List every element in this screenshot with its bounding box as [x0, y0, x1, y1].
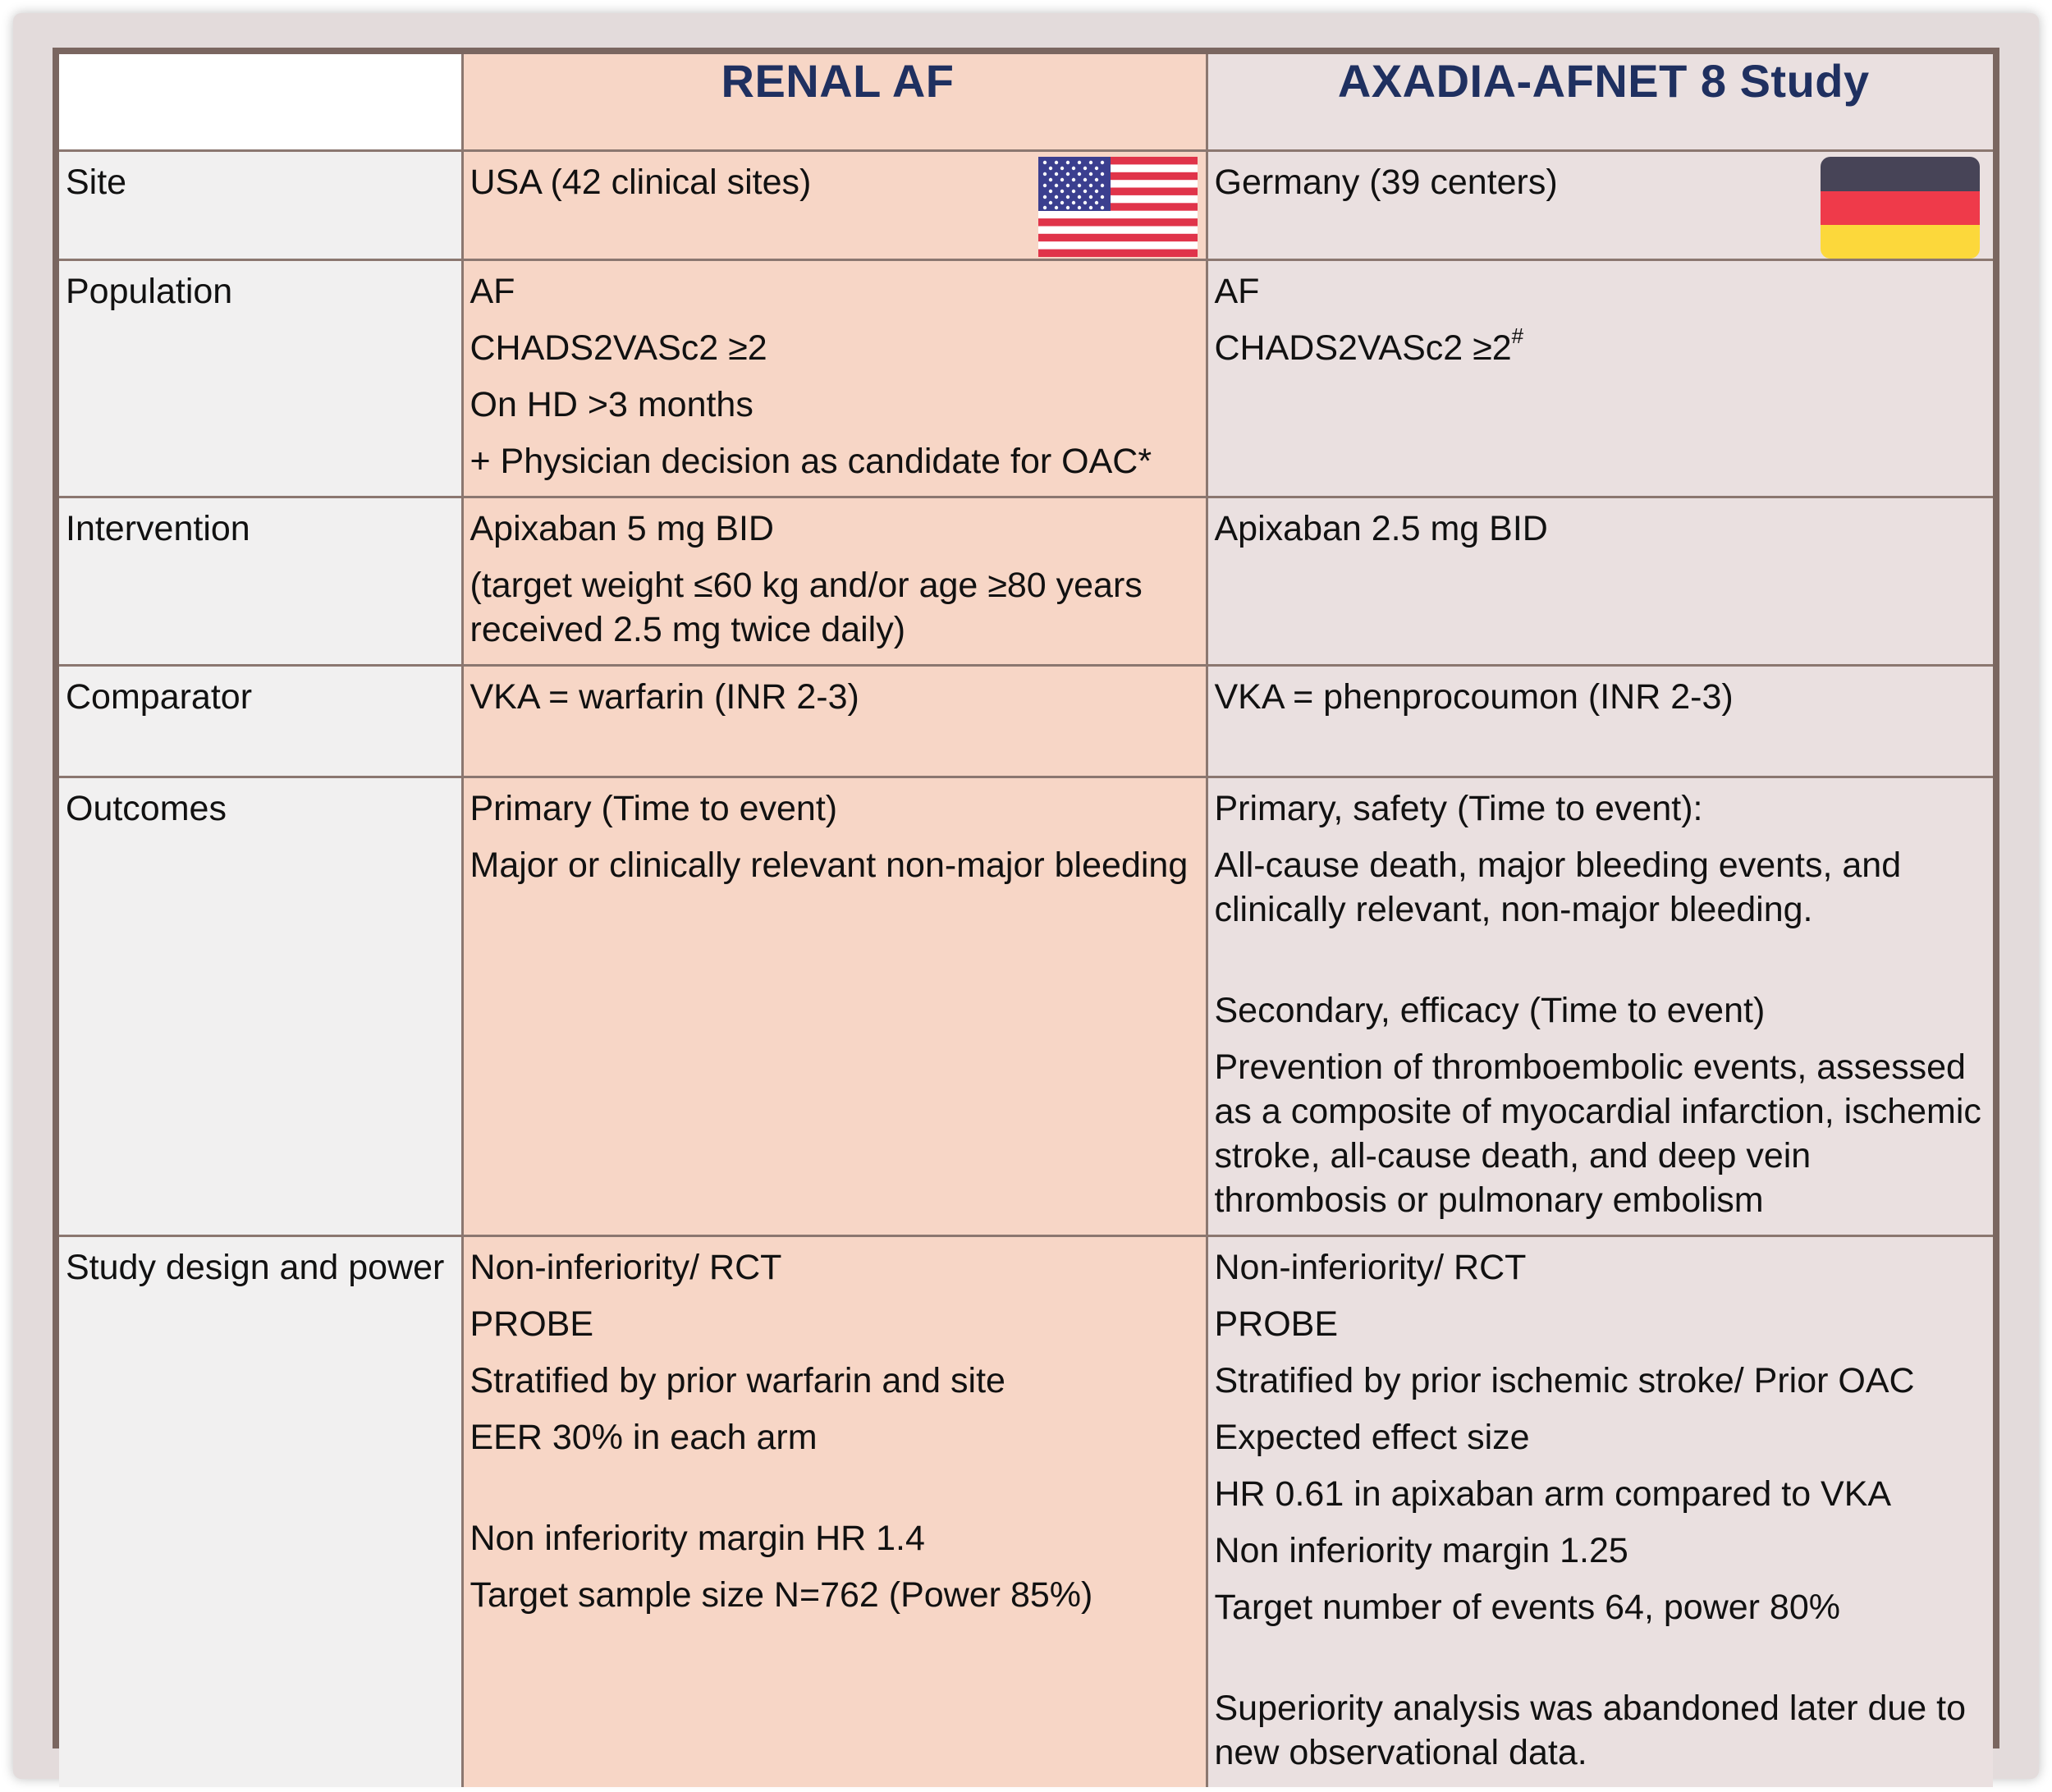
site-row [59, 150, 1993, 259]
outcomes-label: Outcomes [59, 777, 462, 1235]
comparator-axadia-line: VKA = phenprocoumon (INR 2-3) [1214, 676, 1734, 717]
germany-flag-icon [1821, 157, 1980, 259]
design-axadia-line: Non inferiority margin 1.25 [1214, 1530, 1628, 1570]
axadia-header: AXADIA-AFNET 8 Study [1207, 54, 1993, 150]
design-axadia-line: Non-inferiority/ RCT [1214, 1247, 1527, 1287]
population-axadia-score: CHADS2VASc2 ≥2 [1214, 328, 1512, 368]
comparator-row [59, 665, 1993, 777]
intervention-row [59, 497, 1993, 665]
header-row [59, 54, 1993, 150]
intervention-label: Intervention [59, 497, 462, 665]
population-row [59, 259, 1993, 497]
design-axadia-line: Stratified by prior ischemic stroke/ Prior OAC [1214, 1360, 1915, 1400]
design-axadia-line: Target number of events 64, power 80% [1214, 1587, 1840, 1627]
design-renal-line: EER 30% in each arm [469, 1417, 818, 1457]
site-axadia-cell [1207, 150, 1993, 259]
population-renal-line: AF [469, 271, 515, 311]
intervention-renal-line: Apixaban 5 mg BID [469, 508, 774, 548]
design-label: Study design and power [59, 1235, 462, 1787]
outcomes-axadia-line: All-cause death, major bleeding events, and clinically relevant, non-major bleeding. [1214, 845, 1902, 929]
population-axadia-cell [1207, 259, 1993, 497]
design-renal-line: Non-inferiority/ RCT [469, 1247, 782, 1287]
population-axadia-line [1214, 323, 1994, 370]
renal-af-header: RENAL AF [462, 54, 1207, 150]
design-row [59, 1235, 1993, 1787]
design-renal-line: Target sample size N=762 (Power 85%) [469, 1574, 1093, 1615]
comparator-label: Comparator [59, 665, 462, 777]
design-axadia-cell [1207, 1235, 1993, 1787]
population-renal-line: On HD >3 months [469, 384, 753, 424]
outcomes-row [59, 777, 1993, 1235]
header-blank-cell [59, 54, 462, 150]
design-axadia-line: PROBE [1214, 1304, 1339, 1344]
spacer [470, 1472, 1206, 1516]
population-axadia-line: AF [1214, 271, 1260, 311]
outcomes-axadia-line: Secondary, efficacy (Time to event) [1214, 990, 1766, 1030]
outcomes-axadia-cell [1207, 777, 1993, 1235]
footnote-marker: # [1511, 323, 1524, 348]
site-renal-cell [462, 150, 1207, 259]
outcomes-axadia-line: Primary, safety (Time to event): [1214, 788, 1703, 828]
outcomes-renal-cell [462, 777, 1207, 1235]
intervention-axadia-cell [1207, 497, 1993, 665]
outcomes-axadia-line: Prevention of thromboembolic events, assessed as a composite of myocardial infarction, ischemic stroke, all-cause death, and deep vein thrombosis or pulmonary embolism [1214, 1047, 1981, 1220]
design-axadia-line: HR 0.61 in apixaban arm compared to VKA [1214, 1473, 1892, 1514]
comparator-renal-cell [462, 665, 1207, 777]
design-axadia-line: Expected effect size [1214, 1417, 1530, 1457]
outcomes-renal-line: Primary (Time to event) [469, 788, 838, 828]
site-axadia-text: Germany (39 centers) [1214, 162, 1558, 202]
comparison-table [53, 48, 1999, 1772]
design-renal-line: Stratified by prior warfarin and site [469, 1360, 1005, 1400]
population-label: Population [59, 259, 462, 497]
intervention-renal-line: (target weight ≤60 kg and/or age ≥80 years received 2.5 mg twice daily) [469, 565, 1143, 649]
intervention-renal-cell [462, 497, 1207, 665]
design-axadia-line: Superiority analysis was abandoned later due to new observational data. [1214, 1688, 1967, 1772]
outcomes-renal-line: Major or clinically relevant non-major bleeding [469, 845, 1189, 885]
population-renal-line: + Physician decision as candidate for OAC* [469, 441, 1152, 481]
site-renal-text: USA (42 clinical sites) [469, 162, 812, 202]
design-renal-cell [462, 1235, 1207, 1787]
comparator-axadia-cell [1207, 665, 1993, 777]
design-renal-line: Non inferiority margin HR 1.4 [469, 1518, 925, 1558]
population-renal-line: CHADS2VASc2 ≥2 [469, 328, 767, 368]
comparator-renal-line: VKA = warfarin (INR 2-3) [469, 676, 859, 717]
spacer [1215, 1642, 1994, 1686]
site-label: Site [59, 150, 462, 259]
spacer [1215, 944, 1994, 988]
design-renal-line: PROBE [469, 1304, 594, 1344]
usa-flag-icon [1038, 157, 1198, 257]
intervention-axadia-line: Apixaban 2.5 mg BID [1214, 508, 1548, 548]
population-renal-cell [462, 259, 1207, 497]
